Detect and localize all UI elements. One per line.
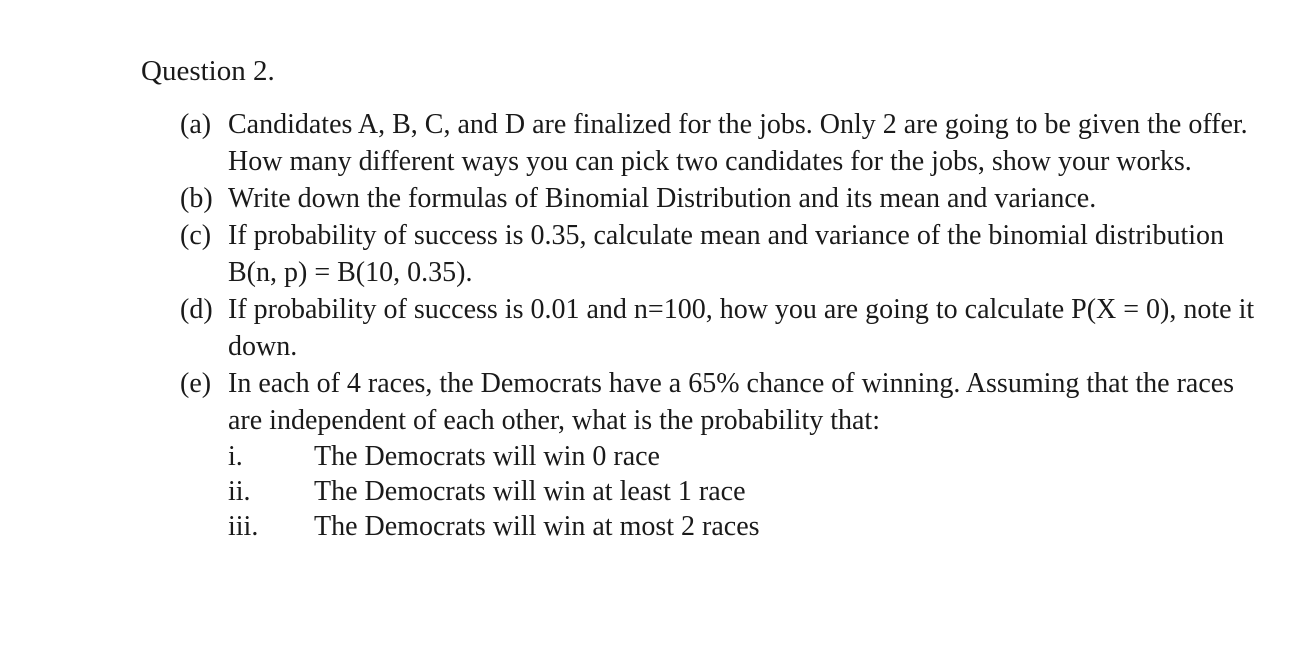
question-title: Question 2. xyxy=(141,55,275,87)
question-part-e xyxy=(180,365,1270,544)
part-text: Write down the formulas of Binomial Distribution and its mean and variance. xyxy=(228,183,1097,214)
question-part-a xyxy=(180,106,1270,180)
part-text: If probability of success is 0.01 and n=100, how you are going to calculate P(X = 0), note it down. xyxy=(228,294,1255,362)
sub-question-ii xyxy=(228,474,1270,509)
part-text: If probability of success is 0.35, calculate mean and variance of the binomial distribution B(n, p) = B(10, 0.35). xyxy=(228,220,1225,288)
part-text: In each of 4 races, the Democrats have a 65% chance of winning. Assuming that the races are independent of each other, what is the probability that: xyxy=(228,368,1235,436)
sub-question-number: iii. xyxy=(228,511,259,542)
question-part-b xyxy=(180,180,1270,217)
sub-question-iii xyxy=(228,509,1270,544)
part-label: (b) xyxy=(180,183,213,214)
question-part-c xyxy=(180,217,1270,291)
sub-question-text: The Democrats will win at least 1 race xyxy=(314,476,746,507)
part-label: (e) xyxy=(180,368,212,399)
sub-question-text: The Democrats will win 0 race xyxy=(314,441,660,472)
part-label: (d) xyxy=(180,294,213,325)
question-part-d xyxy=(180,291,1270,365)
part-text: Candidates A, B, C, and D are finalized for the jobs. Only 2 are going to be given the offer. How many different ways you can pick two candidates for the jobs, show your works. xyxy=(228,109,1248,177)
sub-question-number: i. xyxy=(228,441,243,472)
question-parts xyxy=(180,106,1270,544)
part-label: (c) xyxy=(180,220,212,251)
sub-question-text: The Democrats will win at most 2 races xyxy=(314,511,760,542)
sub-question-number: ii. xyxy=(228,476,251,507)
part-label: (a) xyxy=(180,109,212,140)
sub-question-list xyxy=(228,439,1270,544)
sub-question-i xyxy=(228,439,1270,474)
